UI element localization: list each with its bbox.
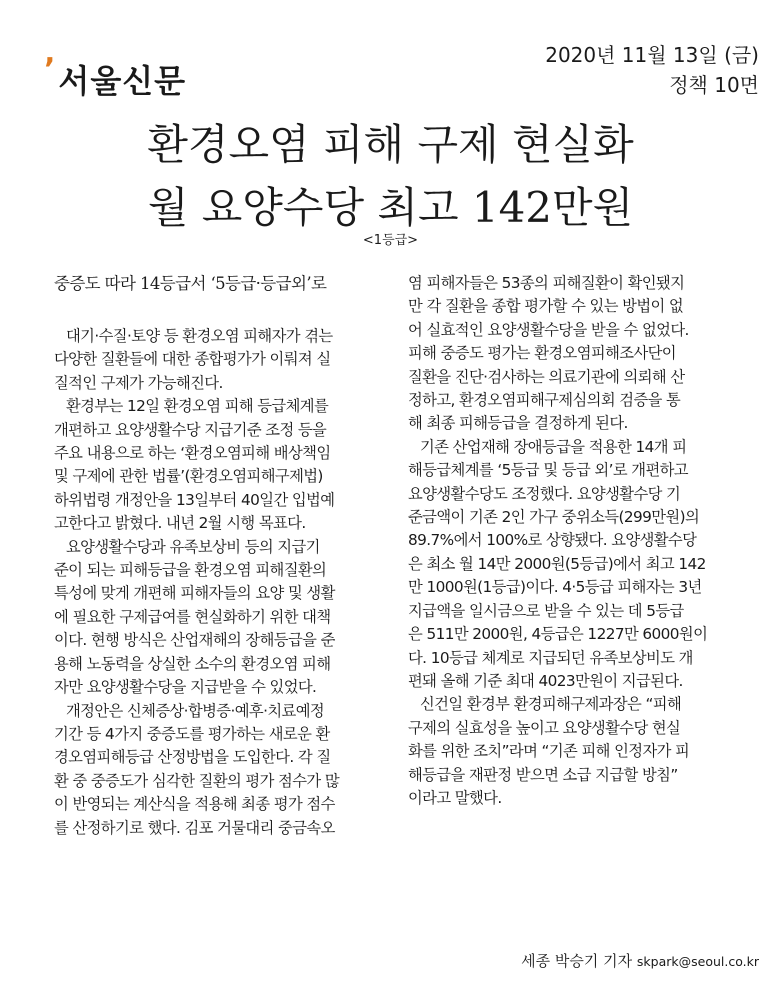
headline-line-1: 환경오염 피해 구제 현실화 <box>147 120 634 169</box>
dateline <box>545 40 759 100</box>
article-line: 요양생활수당도 조정했다. 요양생활수당 기 <box>408 484 681 503</box>
article-line: 준금액이 기존 2인 가구 중위소득(299만원)의 <box>408 508 700 527</box>
article-line: 이다. 현행 방식은 산업재해의 장해등급을 준 <box>54 631 335 650</box>
article-line: 만 각 질환을 종합 평가할 수 있는 방법이 없 <box>408 297 684 316</box>
article-line: 편돼 올해 기준 최대 4023만원이 지급된다. <box>408 671 683 690</box>
article-line: 및 구제에 관한 법률’(환경오염피해구제법) <box>54 467 323 486</box>
article-line: 해 최종 피해등급을 결정하게 된다. <box>408 414 628 433</box>
article-line: 요양생활수당과 유족보상비 등의 지급기 <box>66 537 320 556</box>
article-line: 염 피해자들은 53종의 피해질환이 확인됐지 <box>408 274 685 292</box>
article-line: 은 최소 월 14만 2000원(5등급)에서 최고 142 <box>408 554 706 573</box>
article-line: 기간 등 4가지 중증도를 평가하는 새로운 환 <box>54 724 330 743</box>
article-line: 다. 10등급 체계로 지급되던 유족보상비도 개 <box>408 648 693 667</box>
article-line: 신건일 환경부 환경피해구제과장은 “피해 <box>420 695 682 714</box>
article-line: 를 산정하기로 했다. 김포 거물대리 중금속오 <box>54 818 335 837</box>
article-line: 개정안은 신체증상·합병증·예후·치료예정 <box>66 701 325 720</box>
newspaper-masthead <box>44 52 187 102</box>
section-page: 정책 10면 <box>669 73 759 97</box>
article-column-left <box>54 272 382 840</box>
article-line: 용해 노동력을 상실한 소수의 환경오염 피해 <box>54 654 331 673</box>
article-line: 이 반영되는 계산식을 적용해 최종 평가 점수 <box>54 795 335 814</box>
article-line: 하위법령 개정안을 13일부터 40일간 입법예 <box>54 490 335 509</box>
headline-line-2: 월 요양수당 최고 142만원 <box>147 183 634 232</box>
reporter-email: skpark@seoul.co.kr <box>636 954 759 969</box>
article-line: 자만 요양생활수당을 지급받을 수 있었다. <box>54 678 317 697</box>
article-line: 고한다고 밝혔다. 내년 2월 시행 목표다. <box>54 514 306 533</box>
article-column-right <box>408 272 736 810</box>
byline <box>521 950 759 971</box>
article-line: 피해 중증도 평가는 환경오염피해조사단이 <box>408 344 676 363</box>
article-line: 이라고 말했다. <box>408 788 502 807</box>
article-line: 경오염피해등급 산정방법을 도입한다. 각 질 <box>54 748 331 767</box>
article-line: 주요 내용으로 하는 ‘환경오염피해 배상책임 <box>54 444 331 463</box>
article-line: 에 필요한 구제급여를 현실화하기 위한 대책 <box>54 607 331 626</box>
article-line: 준이 되는 피해등급을 환경오염 피해질환의 <box>54 561 327 580</box>
article-line: 지급액을 일시금으로 받을 수 있는 데 5등급 <box>408 601 684 620</box>
article-line: 환경부는 12일 환경오염 피해 등급체계를 <box>66 397 329 416</box>
article-line: 다양한 질환들에 대한 종합평가가 이뤄져 실 <box>54 350 331 369</box>
article-line: 특성에 맞게 개편해 피해자들의 요양 및 생활 <box>54 584 335 603</box>
article-line: 은 511만 2000원, 4등급은 1227만 6000원이 <box>408 625 708 644</box>
article-line: 질환을 진단·검사하는 의료기관에 의뢰해 산 <box>408 367 685 386</box>
article-line: 해등급체계를 ‘5등급 및 등급 외’로 개편하고 <box>408 461 688 480</box>
article-line: 해등급을 재판정 받으면 소급 지급할 방침” <box>408 765 678 784</box>
article-line: 기존 산업재해 장애등급을 적용한 14개 피 <box>420 437 687 456</box>
reporter-name: 세종 박승기 기자 <box>521 952 633 970</box>
publish-date: 2020년 11월 13일 (금) <box>545 43 759 67</box>
article-line: 정하고, 환경오염피해구제심의회 검증을 통 <box>408 391 681 410</box>
article-line: 화를 위한 조치”라며 “기존 피해 인정자가 피 <box>408 742 690 761</box>
grade-note: <1등급> <box>362 233 419 248</box>
article-line: 대기·수질·토양 등 환경오염 피해자가 겪는 <box>66 327 333 345</box>
subheadline: 중증도 따라 14등급서 ‘5등급·등급외’로 <box>54 274 327 293</box>
article-line: 89.7%에서 100%로 상향됐다. 요양생활수당 <box>408 531 697 550</box>
article-line: 질적인 구제가 가능해진다. <box>54 373 223 392</box>
article-line: 환 중 중증도가 심각한 질환의 평가 점수가 많 <box>54 771 340 790</box>
masthead-name: 서울신문 <box>58 62 187 100</box>
article-line: 어 실효적인 요양생활수당을 받을 수 없었다. <box>408 320 689 339</box>
article-line: 개편하고 요양생활수당 지급기준 조정 등을 <box>54 420 327 439</box>
article-line: 만 1000원(1등급)이다. 4·5등급 피해자는 3년 <box>408 578 702 597</box>
article-line: 구제의 실효성을 높이고 요양생활수당 현실 <box>408 718 681 737</box>
masthead-tick-mark: ’ <box>44 52 57 87</box>
